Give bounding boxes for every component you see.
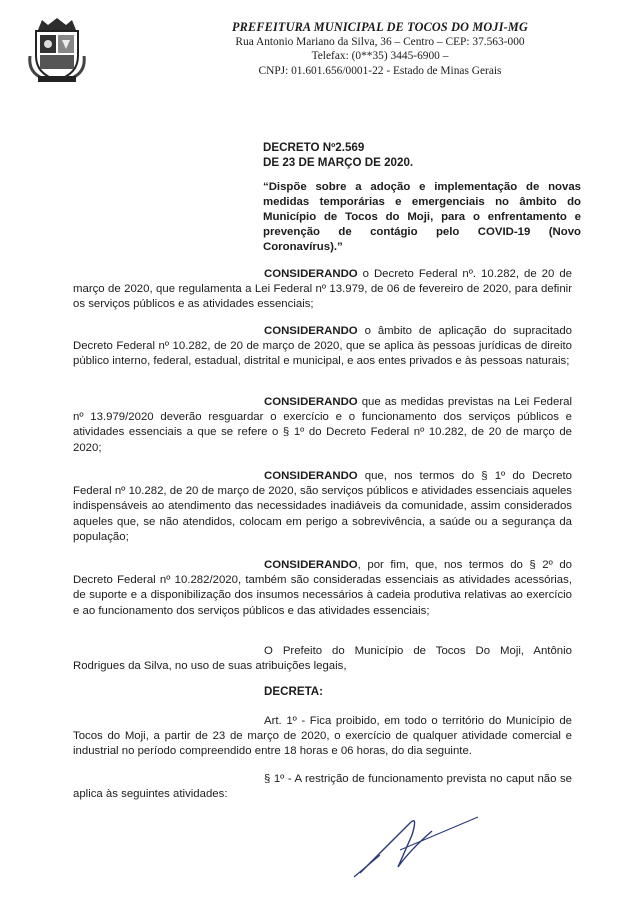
- considerando-label: CONSIDERANDO: [264, 396, 358, 408]
- considerando-paragraph: [73, 324, 572, 370]
- considerando-paragraph: [73, 469, 572, 545]
- cnpj-line: CNPJ: 01.601.656/0001-22 - Estado de Minas Gerais: [258, 64, 502, 77]
- article-1: Art. 1º - Fica proibido, em todo o território do Município de Tocos do Moji, a partir de 23 de março de 2020, o exercício de qualquer atividade comercial e industrial no período compreendido entre 18 horas e 06 horas, do dia seguinte.: [73, 715, 572, 758]
- address-line: Rua Antonio Mariano da Silva, 36 – Centro – CEP: 37.563-000: [235, 35, 525, 48]
- considerando-paragraph: [73, 395, 572, 456]
- considerando-label: CONSIDERANDO: [264, 268, 358, 280]
- signature-mark: [340, 795, 490, 880]
- considerando-text: que as medidas previstas na Lei Federal nº 13.979/2020 deverão resguardar o exercício e o funcionamento dos serviços públicos e atividades essenciais a que se refere o § 1º do Decreto Federal nº 10.282, de 20 de março de 2020;: [73, 396, 572, 454]
- prefeito-paragraph: O Prefeito do Município de Tocos Do Moji, Antônio Rodrigues da Silva, no uso de suas atribuições legais,: [73, 645, 572, 673]
- considerando-text: , por fim, que, nos termos do § 2º do Decreto Federal nº 10.282/2020, também são consideradas essenciais as atividades acessórias, de suporte e a disponibilização dos insumos necessários à cadeia produtiva relativas ao exercício e ao funcionamento dos serviços públicos e das atividades essenciais;: [73, 559, 572, 617]
- considerando-text: o Decreto Federal nº. 10.282, de 20 de março de 2020, que regulamenta a Lei Federal nº 13.979, de 06 de fevereiro de 2020, para definir os serviços públicos e as atividades essenciais;: [73, 268, 572, 311]
- considerando-label: CONSIDERANDO: [264, 325, 358, 337]
- considerando-label: CONSIDERANDO: [264, 470, 358, 482]
- municipal-coat-of-arms: [28, 16, 86, 84]
- article-1-paragraph-1: § 1º - A restrição de funcionamento prevista no caput não se aplica às seguintes atividades:: [73, 773, 572, 801]
- decreta-heading: DECRETA:: [264, 685, 324, 698]
- decree-date: DE 23 DE MARÇO DE 2020.: [263, 156, 414, 169]
- phone-line: Telefax: (0**35) 3445-6900 –: [311, 50, 449, 62]
- municipality-title: PREFEITURA MUNICIPAL DE TOCOS DO MOJI-MG: [232, 20, 528, 34]
- decree-heading: [263, 140, 413, 170]
- considerando-paragraph: [73, 558, 572, 619]
- considerando-paragraph: [73, 267, 572, 313]
- letterhead: [180, 20, 580, 78]
- decree-ementa: “Dispõe sobre a adoção e implementação de novas medidas temporárias e emergenciais no âmbito do Município de Tocos do Moji, para o enfrentamento e prevenção de contágio pelo COVID-19 (Novo Coronavírus).”: [263, 181, 581, 253]
- considerando-text: o âmbito de aplicação do supracitado Decreto Federal nº 10.282, de 20 de março de 2020, que se aplica às pessoas jurídicas de direito público interno, federal, estadual, distrital e municipal, e aos entes privados e às pessoas naturais;: [73, 325, 572, 368]
- considerando-text: que, nos termos do § 1º do Decreto Federal nº 10.282, de 20 de março de 2020, são serviços públicos e atividades essenciais aqueles indispensáveis ao atendimento das necessidades inadiáveis da comunidade, assim considerados aqueles que, se não atendidos, colocam em perigo a sobrevivência, a saúde ou a segurança da população;: [73, 470, 572, 543]
- decree-number: DECRETO Nº2.569: [263, 141, 365, 154]
- considerando-label: CONSIDERANDO: [264, 559, 358, 571]
